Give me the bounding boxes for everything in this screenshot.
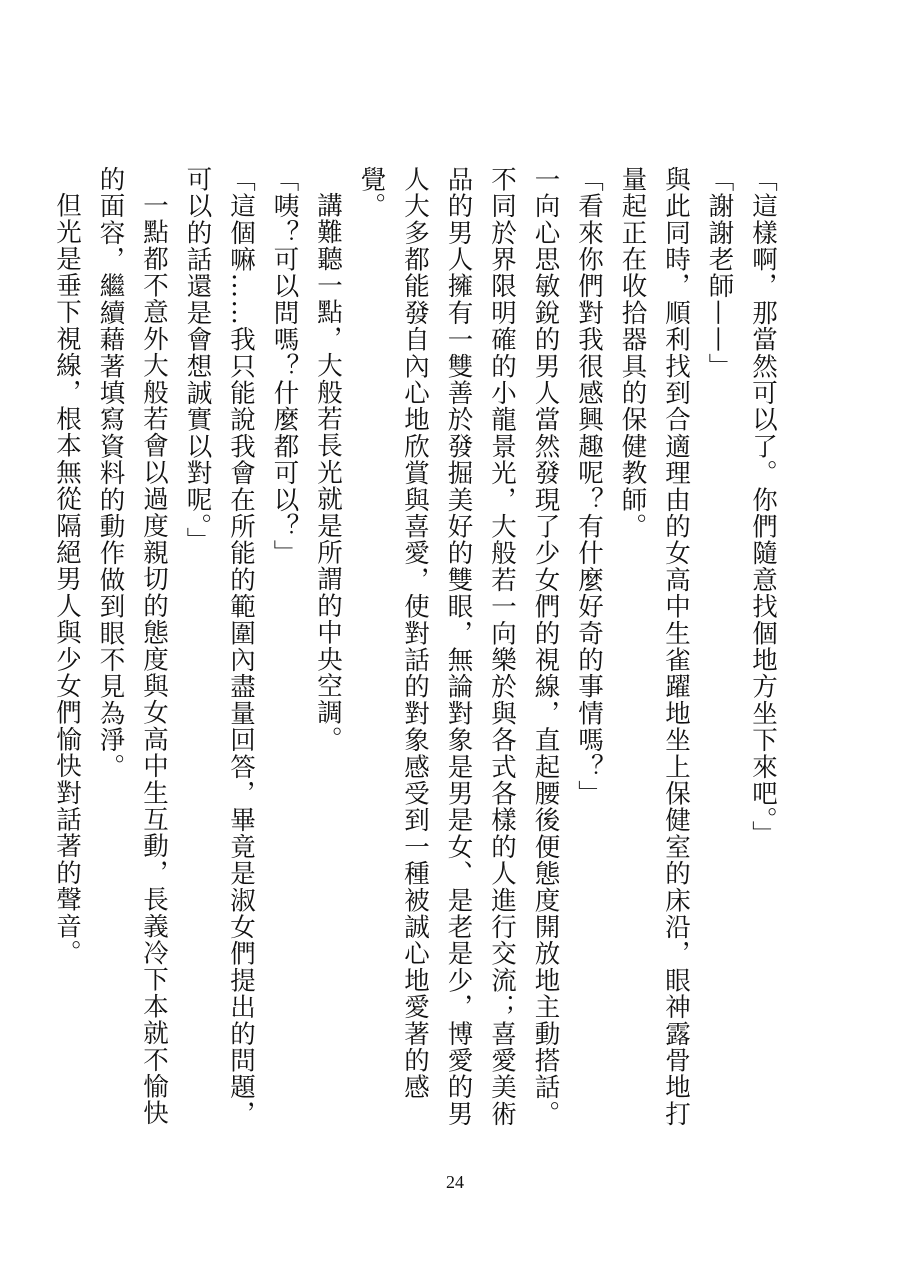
paragraph: 「謝謝老師——」 xyxy=(704,166,735,380)
paragraph: 與此同時，順利找到合適理由的女高中生雀躍地坐上保健室的床沿，眼神露骨地打量起正在收拾器具的保健教師。 xyxy=(617,166,691,1128)
paragraph: 一向心思敏銳的男人當然發現了少女們的視線，直起腰後便態度開放地主動搭話。不同於界限明確的小龍景光，大般若一向樂於與各式各樣的人進行交流；喜愛美術品的男人擁有一雙善於發掘美好的雙眼，無論對象是男是女、是老是少，博愛的男人大多都能發自內心地欣賞與喜愛，使對話的對象感受到一種被誠心地愛著的感覺。 xyxy=(356,166,561,1128)
paragraph: 講難聽一點，大般若長光就是所謂的中央空調。 xyxy=(313,191,343,753)
vertical-text-body xyxy=(45,166,785,1146)
paragraph: 「看來你們對我很感興趣呢？有什麼好奇的事情嗎？」 xyxy=(574,166,604,807)
paragraph: 一點都不意外大般若會以過度親切的態度與女高中生互動，長義冷下本就不愉快的面容，繼續藉著填寫資料的動作做到眼不見為淨。 xyxy=(95,166,169,1126)
paragraph: 但光是垂下視線，根本無從隔絕男人與少女們愉快對話著的聲音。 xyxy=(52,191,82,966)
paragraph: 「這樣啊，那當然可以了。你們隨意找個地方坐下來吧。」 xyxy=(748,166,778,848)
page-number: 24 xyxy=(446,1172,464,1192)
paragraph: 「這個嘛……我只能說我會在所能的範圍內盡量回答，畢竟是淑女們提出的問題，可以的話還是會想誠實以對呢。」 xyxy=(182,166,256,1128)
paragraph: 「咦？可以問嗎？什麼都可以？」 xyxy=(269,166,300,567)
